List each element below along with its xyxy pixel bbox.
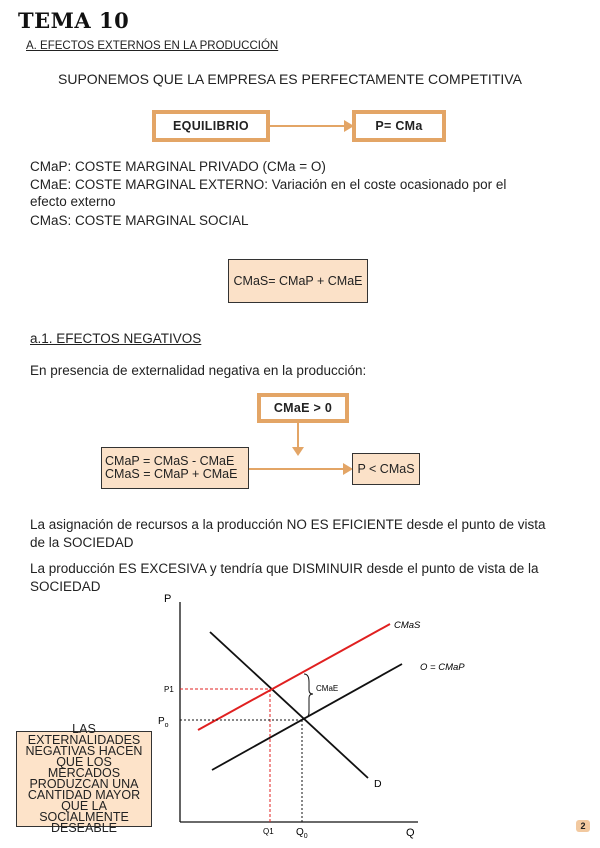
section-a-heading: A. EFECTOS EXTERNOS EN LA PRODUCCIÓN <box>26 40 279 52</box>
externalities-note <box>16 722 152 835</box>
paragraph-excessive: La producción ES EXCESIVA y tendría que DISMINUIR desde el punto de vista de la <box>30 561 539 576</box>
definition-cmae: CMaE: COSTE MARGINAL EXTERNO: Variación en el coste ocasionado por el <box>30 177 507 192</box>
cmas-relation: CMaS = CMaP + CMaE <box>105 467 238 481</box>
p0-label: $P_o$ <box>158 716 169 729</box>
x-axis-label: Q <box>406 827 415 839</box>
definition-cmae-cont: efecto externo <box>30 194 116 209</box>
price-less-cmas-label: P < CMaS <box>357 462 415 476</box>
p-equals-cma-box <box>352 110 446 142</box>
q1-label: Q1 <box>263 827 274 836</box>
demand-label: D <box>374 778 382 790</box>
page-title: TEMA 10 <box>18 8 130 33</box>
cmae-brace <box>304 674 313 718</box>
cmae-graph-label: CMaE <box>316 684 339 693</box>
definition-cmas: CMaS: COSTE MARGINAL SOCIAL <box>30 213 249 228</box>
cmae-positive-box <box>257 393 349 423</box>
cost-relations-box <box>101 447 249 489</box>
externality-graph <box>150 590 490 840</box>
definition-cmap: CMaP: COSTE MARGINAL PRIVADO (CMa = O) <box>30 159 326 174</box>
assumption-text: SUPONEMOS QUE LA EMPRESA ES PERFECTAMENTE COMPETITIVA <box>58 71 522 87</box>
down-arrow <box>288 423 308 457</box>
social-cost-label: CMaS <box>394 620 421 631</box>
externalities-note-text: LAS EXTERNALIDADES NEGATIVAS HACEN QUE LOS MERCADOS PRODUZCAN UNA CANTIDAD MAYOR QUE LA SOCIALMENTE DESEABLE <box>25 722 143 835</box>
social-cost-curve <box>198 624 390 730</box>
paragraph-excessive-cont: SOCIEDAD <box>30 579 101 594</box>
formula-box <box>228 259 368 303</box>
formula-text: CMaS= CMaP + CMaE <box>233 274 363 288</box>
demand-curve <box>210 632 368 778</box>
q0-label: $Q_0$ <box>296 827 308 840</box>
equilibrio-label: EQUILIBRIO <box>173 119 249 133</box>
paragraph-efficiency: La asignación de recursos a la producción NO ES EFICIENTE desde el punto de vista <box>30 517 546 532</box>
p-equals-cma-label: P= CMa <box>375 119 423 133</box>
equilibrio-box <box>152 110 270 142</box>
flow1-arrow <box>270 116 354 136</box>
price-less-cmas-box <box>352 453 420 485</box>
private-supply-label: O = CMaP <box>420 662 465 673</box>
cmap-relation: CMaP = CMaS - CMaE <box>105 454 235 468</box>
negative-intro: En presencia de externalidad negativa en la producción: <box>30 363 367 378</box>
flow2-arrow <box>249 459 353 479</box>
paragraph-efficiency-cont: de la SOCIEDAD <box>30 535 134 550</box>
cmae-positive-label: CMaE > 0 <box>273 401 333 415</box>
y-axis-label: P <box>164 593 172 605</box>
p1-label: P1 <box>164 685 174 694</box>
section-a1-heading: a.1. EFECTOS NEGATIVOS <box>30 331 202 346</box>
page-number: 2 <box>576 820 590 832</box>
